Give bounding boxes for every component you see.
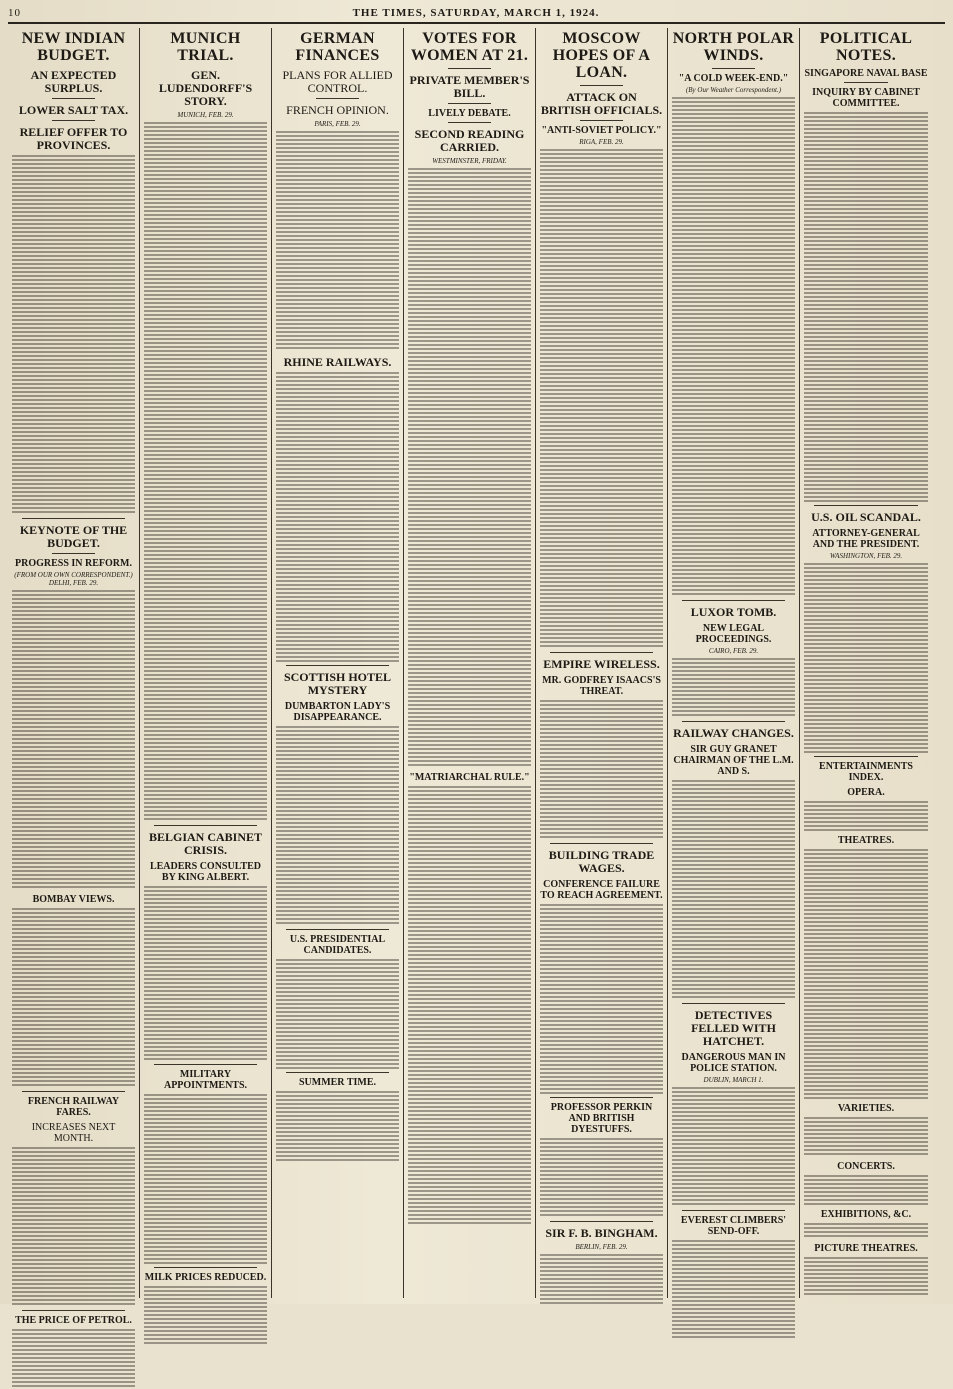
headline-rhine: RHINE RAILWAYS. <box>283 355 392 369</box>
divider <box>580 85 623 86</box>
subhead-salt-tax: LOWER SALT TAX. <box>18 103 129 117</box>
subhead-building: CONFERENCE FAILURE TO REACH AGREEMENT. <box>540 879 663 901</box>
divider <box>814 756 918 757</box>
subhead-surplus: AN EXPECTED SURPLUS. <box>30 68 117 95</box>
divider <box>550 652 653 653</box>
column-4 <box>404 28 536 1298</box>
divider <box>154 1267 257 1268</box>
subhead-railway: SIR GUY GRANET CHAIRMAN OF THE L.M. AND S. <box>673 744 794 777</box>
divider <box>448 122 491 123</box>
article-body <box>672 1087 795 1207</box>
column-2 <box>140 28 272 1298</box>
headline-polar: NORTH POLAR WINDS. <box>672 30 795 64</box>
headline-luxor: LUXOR TOMB. <box>690 605 777 619</box>
headline-petrol: THE PRICE OF PETROL. <box>15 1315 132 1326</box>
subhead-isaacs: MR. GODFREY ISAACS'S THREAT. <box>542 675 661 697</box>
divider <box>682 721 785 722</box>
divider <box>154 825 257 826</box>
dateline: DUBLIN, MARCH 1. <box>703 1076 764 1084</box>
divider <box>154 1064 257 1065</box>
subhead-progress: PROGRESS IN REFORM. <box>15 558 132 569</box>
headline-military: MILITARY APPOINTMENTS. <box>163 1069 248 1091</box>
article-body <box>540 149 663 649</box>
divider <box>448 68 491 69</box>
divider <box>448 103 491 104</box>
column-6 <box>668 28 800 1298</box>
divider <box>580 120 623 121</box>
listing <box>804 1117 928 1157</box>
divider <box>550 843 653 844</box>
divider <box>52 98 95 99</box>
listing <box>804 801 928 831</box>
subhead-scottish: DUMBARTON LADY'S DISAPPEARANCE. <box>284 701 391 723</box>
subhead-lively: LIVELY DEBATE. <box>428 108 511 119</box>
divider <box>286 1072 389 1073</box>
headline-keynote: KEYNOTE OF THE BUDGET. <box>19 523 128 550</box>
columns <box>8 28 945 1326</box>
headline-votes-women: VOTES FOR WOMEN AT 21. <box>410 30 529 64</box>
divider <box>682 1210 785 1211</box>
subhead-anti-soviet: "ANTI-SOVIET POLICY." <box>541 125 662 136</box>
headline-entertainments: ENTERTAINMENTS INDEX. <box>819 761 913 783</box>
headline-us-pres: U.S. PRESIDENTIAL CANDIDATES. <box>289 934 386 956</box>
subhead-oil: ATTORNEY-GENERAL AND THE PRESIDENT. <box>812 528 920 550</box>
divider <box>22 1091 125 1092</box>
section-exhibitions: EXHIBITIONS, &C. <box>820 1209 912 1220</box>
article-body <box>408 168 531 768</box>
divider <box>844 82 888 83</box>
headline-perkin: PROFESSOR PERKIN AND BRITISH DYESTUFFS. <box>550 1102 653 1135</box>
article-body <box>12 590 135 890</box>
article-body <box>408 786 531 1226</box>
article-body <box>144 122 267 822</box>
headline-empire-wireless: EMPIRE WIRELESS. <box>543 657 660 671</box>
article-body <box>672 97 795 597</box>
article-body <box>144 886 267 1061</box>
headline-bingham: SIR F. B. BINGHAM. <box>545 1226 658 1240</box>
section-opera: OPERA. <box>847 787 885 798</box>
article-body <box>540 1254 663 1304</box>
section-varieties: VARIETIES. <box>837 1103 895 1114</box>
divider <box>712 68 755 69</box>
subhead-private-bill: PRIVATE MEMBER'S BILL. <box>409 73 530 100</box>
article-body <box>804 563 928 753</box>
headline-political: POLITICAL NOTES. <box>819 30 913 64</box>
headline-german-finances: GERMAN FINANCES <box>295 30 380 64</box>
column-1 <box>8 28 140 1326</box>
dateline: RIGA, FEB. 29. <box>579 138 624 146</box>
article-body <box>540 1138 663 1218</box>
subhead-ludendorff: GEN. LUDENDORFF'S STORY. <box>158 68 253 108</box>
dateline: WESTMINSTER, FRIDAY. <box>432 157 507 165</box>
divider <box>814 505 918 506</box>
article-body <box>12 155 135 515</box>
listing <box>804 1257 928 1297</box>
divider <box>286 929 389 930</box>
article-body <box>144 1286 267 1346</box>
subhead-cold-weekend: "A COLD WEEK-END." <box>678 73 789 84</box>
article-body <box>540 904 663 1094</box>
headline-railway: RAILWAY CHANGES. <box>673 726 794 740</box>
divider <box>52 120 95 121</box>
article-body <box>276 959 399 1069</box>
headline-oil: U.S. OIL SCANDAL. <box>811 510 921 524</box>
subhead-french-rail: INCREASES NEXT MONTH. <box>31 1122 116 1144</box>
article-body <box>672 1240 795 1340</box>
subhead-carried: SECOND READING CARRIED. <box>414 127 525 154</box>
dateline: (FROM OUR OWN CORRESPONDENT.) DELHI, FEB. 29. <box>14 571 133 587</box>
subhead-attack: ATTACK ON BRITISH OFFICIALS. <box>540 90 663 117</box>
headline-building: BUILDING TRADE WAGES. <box>548 848 655 875</box>
subhead-detectives: DANGEROUS MAN IN POLICE STATION. <box>681 1052 786 1074</box>
dateline: PARIS, FEB. 29. <box>314 120 361 128</box>
dateline: MUNICH, FEB. 29. <box>177 111 234 119</box>
headline-munich: MUNICH TRIAL. <box>170 30 241 64</box>
divider <box>316 98 359 99</box>
article-body <box>276 726 399 926</box>
headline-scottish: SCOTTISH HOTEL MYSTERY <box>283 670 392 697</box>
page-number: 10 <box>8 7 21 19</box>
section-theatres: THEATRES. <box>837 835 895 846</box>
headline-moscow: MOSCOW HOPES OF A LOAN. <box>552 30 651 81</box>
column-3 <box>272 28 404 1298</box>
divider <box>682 600 785 601</box>
subhead-french-opinion: FRENCH OPINION. <box>286 103 389 117</box>
headline-bombay: BOMBAY VIEWS. <box>32 894 115 905</box>
headline-belgian: BELGIAN CABINET CRISIS. <box>148 830 263 857</box>
listing <box>804 1175 928 1205</box>
dateline: BERLIN, FEB. 29. <box>575 1243 628 1251</box>
article-body <box>144 1094 267 1264</box>
headline-milk: MILK PRICES REDUCED. <box>144 1272 267 1283</box>
subhead-luxor: NEW LEGAL PROCEEDINGS. <box>695 623 772 645</box>
subhead-belgian: LEADERS CONSULTED BY KING ALBERT. <box>149 861 262 883</box>
article-body <box>276 372 399 662</box>
divider <box>286 665 389 666</box>
divider <box>550 1221 653 1222</box>
headline-summer: SUMMER TIME. <box>298 1077 377 1088</box>
divider <box>22 518 125 519</box>
article-body <box>12 1147 135 1307</box>
listing <box>804 1223 928 1239</box>
subhead-singapore: SINGAPORE NAVAL BASE <box>804 68 928 79</box>
divider <box>550 1097 653 1098</box>
column-5 <box>536 28 668 1298</box>
article-body <box>276 1091 399 1161</box>
article-body <box>804 112 928 502</box>
article-body <box>276 131 399 351</box>
article-body <box>672 658 795 718</box>
section-concerts: CONCERTS. <box>837 1161 895 1172</box>
subhead-allied-control: PLANS FOR ALLIED CONTROL. <box>282 68 393 95</box>
article-body <box>672 780 795 1000</box>
divider <box>22 1310 125 1311</box>
dateline: WASHINGTON, FEB. 29. <box>829 552 903 560</box>
subhead-cabinet-inquiry: INQUIRY BY CABINET COMMITTEE. <box>812 87 920 109</box>
byline: (By Our Weather Correspondent.) <box>685 86 782 94</box>
listing <box>804 849 928 1099</box>
article-body <box>12 908 135 1088</box>
article-body <box>12 1329 135 1389</box>
subhead-provinces: RELIEF OFFER TO PROVINCES. <box>19 125 128 152</box>
article-body <box>540 700 663 840</box>
dateline: CAIRO, FEB. 29. <box>708 647 759 655</box>
headline-indian-budget: NEW INDIAN BUDGET. <box>21 30 126 64</box>
headline-detectives: DETECTIVES FELLED WITH HATCHET. <box>691 1008 776 1048</box>
section-picture-theatres: PICTURE THEATRES. <box>814 1243 918 1254</box>
column-7 <box>800 28 932 1298</box>
divider <box>682 1003 785 1004</box>
subhead-matriarchal: "MATRIARCHAL RULE." <box>409 772 530 783</box>
masthead-title: THE TIMES, SATURDAY, MARCH 1, 1924. <box>352 7 600 19</box>
divider <box>52 553 95 554</box>
masthead <box>8 4 945 24</box>
headline-everest: EVEREST CLIMBERS' SEND-OFF. <box>680 1215 787 1237</box>
headline-french-rail: FRENCH RAILWAY FARES. <box>27 1096 120 1118</box>
